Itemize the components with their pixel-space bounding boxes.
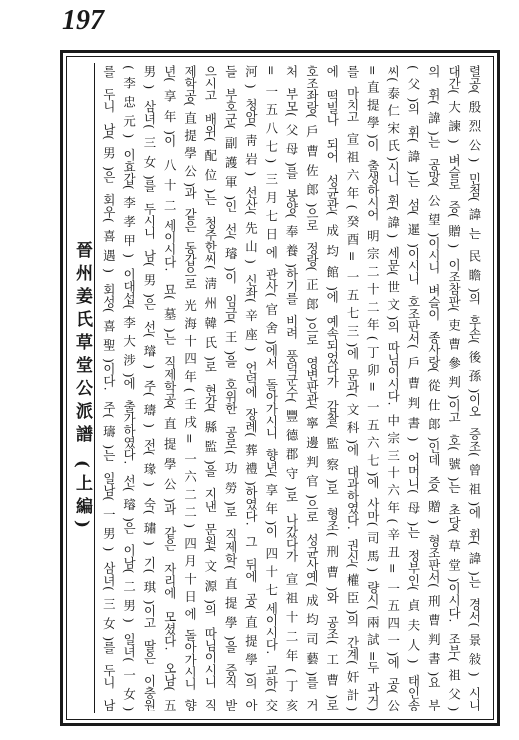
text-column: 년(享年)이 八十二세이시다. 묘(墓)는 직제학공(直提學公)과 같은 자리에 모셨다. 오남(五 xyxy=(162,65,178,711)
text-column: 들 부호군(副護軍)인 선(璿)이 임금(王)을 호위한 공로(功勞)로 직제학(直提學)을 증직 받 xyxy=(223,65,239,711)
page-frame-inner xyxy=(66,56,494,720)
text-column: 씨(泰仁宋氏)시니 휘(諱) 세문(世文)의 따님이시다. 中宗三十六年(辛丑= 一五四一)에 공(公 xyxy=(385,65,401,711)
text-column: = 一五八七) 三月七日에 관사(官舍)에서 돌아가시니 향년(享年)이 四十七세이시다. 교하(交 xyxy=(263,65,279,711)
text-column: 男) 삼녀(三女)를 두시니 남(男)은 선(璿) 주(璹) 전(瑑) 숙(璛) 기(琪)이고 딸은 이충원 xyxy=(141,65,157,711)
text-column: 를 두니 남(男)은 회우(喜遇) 회성(喜聖)이다. 주(璹)는 일남(一男) 삼녀(三女)를 두니 남 xyxy=(101,65,117,711)
page-number: 197 xyxy=(62,5,104,36)
running-title: 晉州姜氏草堂公派譜 (上編) xyxy=(72,241,92,535)
text-column: 렬공(殷烈公) 민첨(諱는 民瞻)의 후손(後孫)이오 증조(曾祖)에 휘(諱)는 경서(景敍) 시니 xyxy=(466,65,482,711)
text-column: 처 부모(父母)를 봉양(奉養)하기를 비려 풍덕군수(豐德郡守)로 나갔다가 宣祖十二年(丁亥 xyxy=(284,65,300,711)
text-column: 를 마치고 宣祖六年(癸酉= 一五七三)에 문과(文科)에 대과하였다. 권신(權臣)의 간계(奸計) xyxy=(345,65,361,711)
text-column: 제학공(直提學公)과 같은 동갑으로 光海十四年(壬戌= 一六二二) 四月十日에 돌아가시니 향 xyxy=(182,65,198,711)
text-column: =直提學)이 출생하시어 明宗二十二年(丁卯= 一五六七)에 사마(司馬) 량시(兩試=두 과거) xyxy=(365,65,381,711)
text-column: 대간(大諫) 벼슬로 증(贈) 이조참판(吏曹參判)이고 호(號)는 초당(草堂)이시다. 조부(祖父) xyxy=(446,65,462,711)
text-column: 으시고 배위(配位)는 청주한씨(淸州韓氏)로 현감(縣監)을 지낸 문원(文源)의 따님이시니 직 xyxy=(202,65,218,711)
page-frame xyxy=(60,50,500,726)
text-column: 에 떡빌나 되어 성균관(成均館)에 예속되었다가 감찰(監察)로 형조(刑曹)와 공조(工曹)로 xyxy=(324,65,340,711)
text-column: 河) 청암(靑岩) 선산(先山) 신좌(辛座) 언덕에 장례(葬禮)하였다. 그 뒤에 공(直提學)의 아 xyxy=(243,65,259,711)
text-column: 의 휘(諱)는 공망(公望)이시니 벼슬이 종사랑(從仕郎)인데 증(贈) 형조판서(刑曹判書)요 부 xyxy=(426,65,442,711)
text-column: (李忠元) 이효갑(李孝甲) 이대섭(李大涉)에 출가하였다. 선(璿)은 이남(二男) 일녀(一女) xyxy=(121,65,137,711)
text-column: (父)의 휘(諱)는 섬(暹)이시니 호조판서(戶曹判書) 어머니(母)는 정부인(貞夫人) 태인송 xyxy=(406,65,421,711)
text-column: 호조좌랑(戶曹佐郎)으로 정랑(正郎)으로 영변판관(寧邊判官)으로 성균사예(成均司藝)를 거 xyxy=(304,65,320,711)
running-title-box xyxy=(71,63,95,713)
text-body xyxy=(101,65,487,711)
